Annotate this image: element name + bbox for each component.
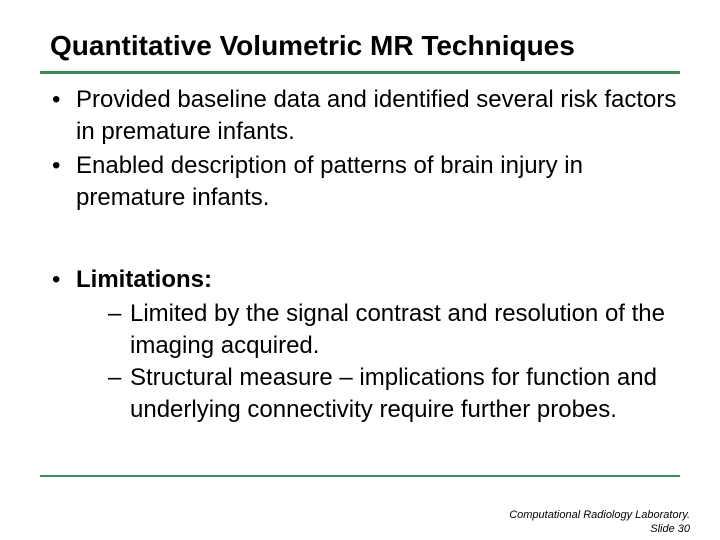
bullet-item (52, 84, 682, 148)
sub-bullet-item (52, 298, 682, 362)
footer-divider (40, 475, 680, 477)
dash-icon: – (108, 300, 122, 327)
bullet-icon: • (52, 266, 61, 293)
slide-number: Slide 30 (650, 523, 690, 535)
bullet-text: Provided baseline data and identified several risk factors in premature infants. (76, 86, 677, 145)
sub-bullet-text: Limited by the signal contrast and resolution of the imaging acquired. (130, 300, 665, 359)
limitations-heading (52, 264, 682, 296)
sub-bullet-item (52, 362, 682, 426)
bullet-item (52, 150, 682, 214)
title-divider (40, 71, 680, 74)
dash-icon: – (108, 364, 122, 391)
limitations-label: Limitations: (76, 266, 212, 293)
sub-bullet-text: Structural measure – implications for function and underlying connectivity require further probes. (130, 364, 657, 423)
bullet-text: Enabled description of patterns of brain injury in premature infants. (76, 152, 583, 211)
bullet-icon: • (52, 152, 61, 179)
slide-footer (390, 508, 690, 536)
slide-title: Quantitative Volumetric MR Techniques (50, 30, 575, 61)
bullet-list (52, 84, 682, 426)
bullet-icon: • (52, 86, 61, 113)
footer-lab-name: Computational Radiology Laboratory. (509, 509, 690, 521)
